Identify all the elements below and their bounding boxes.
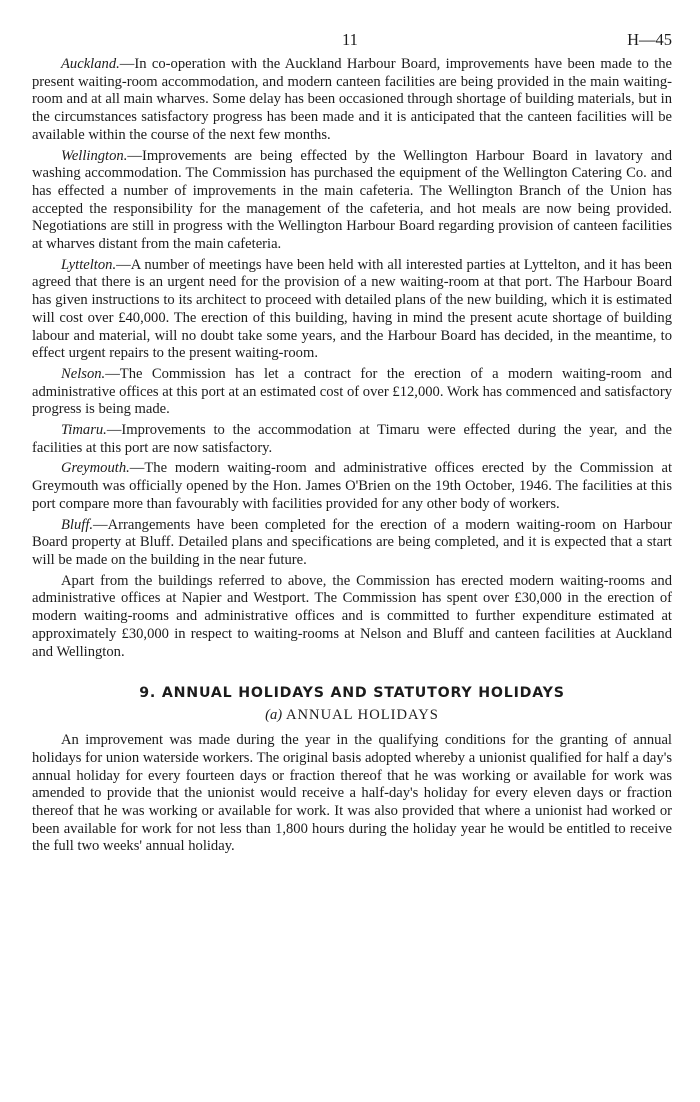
paragraph-timaru — [32, 422, 672, 457]
document-reference: H—45 — [627, 30, 672, 49]
port-name: Bluff. — [61, 516, 94, 533]
paragraph-annual-holidays — [32, 732, 672, 856]
port-name: Wellington. — [61, 147, 128, 164]
paragraph-summary — [32, 573, 672, 662]
subheading-letter: (a) — [265, 707, 283, 724]
paragraph-text: —Improvements to the accommodation at Timaru were effected during the year, and the facilities at this port are now satisfactory. — [32, 422, 672, 456]
port-name: Greymouth. — [61, 460, 130, 477]
page-header — [32, 30, 672, 56]
paragraph-text: —Arrangements have been completed for the erection of a modern waiting-room on Harbour Board property at Bluff. Detailed plans and specifications are being completed, and it is expected that a start will be made on the building in the near future. — [32, 516, 672, 568]
port-name: Lyttelton. — [61, 256, 117, 273]
subheading-text: ANNUAL HOLIDAYS — [282, 707, 439, 724]
paragraph-text: Apart from the buildings referred to above, the Commission has erected modern waiting-rooms and administrative offices at Napier and Westport. The Commission has spent over £30,000 in the erection of modern waiting-rooms and administrative offices and is committed to further expenditure estimated at approximately £30,000 in respect to waiting-rooms at Nelson and Bluff and canteen facilities at Auckland and Wellington. — [32, 572, 672, 660]
paragraph-text: —In co-operation with the Auckland Harbour Board, improvements have been made to the present waiting-room accommodation, and modern canteen facilities are being provided in the main waiting-room and at all main wharves. Some delay has been occasioned through shortage of building materials, but in the circumstances satisfactory progress has been made and it is anticipated that the canteen facilities will be available within the course of the next few months. — [32, 56, 672, 143]
paragraph-text: —The modern waiting-room and administrative offices erected by the Commission at Greymouth was officially opened by the Hon. James O'Brien on the 19th October, 1946. The facilities at this port compare more than favourably with facilities provided for any other body of workers. — [32, 460, 672, 512]
port-name: Nelson. — [61, 365, 106, 382]
paragraph-wellington — [32, 148, 672, 254]
section-subheading — [32, 707, 672, 724]
page-number: 11 — [342, 30, 358, 49]
port-name: Auckland. — [61, 56, 120, 72]
section-heading: 9. ANNUAL HOLIDAYS AND STATUTORY HOLIDAYS — [139, 685, 565, 702]
paragraph-lyttelton — [32, 257, 672, 363]
port-name: Timaru. — [61, 422, 107, 439]
paragraph-nelson — [32, 366, 672, 419]
paragraph-text: —Improvements are being effected by the Wellington Harbour Board in lavatory and washing accommodation. The Commission has purchased the equipment of the Wellington Catering Co. and has effected a number of improvements in the main cafeteria. The Wellington Branch of the Union has accepted the responsibility for the management of the cafeteria, and hot meals are now being provided. Negotiations are still in progress with the Wellington Harbour Board regarding provision of canteen facilities at wharves distant from the main cafeteria. — [32, 147, 672, 253]
paragraph-auckland — [32, 56, 672, 145]
paragraph-text: —A number of meetings have been held with all interested parties at Lyttelton, and it has been agreed that there is an urgent need for the provision of a new waiting-room at that port. The Harbour Board has given instructions to its architect to proceed with detailed plans of the new building, which it is estimated will cost over £40,000. The erection of this building, having in mind the present acute shortage of building labour and material, will no doubt take some years, and the Harbour Board has decided, in the meantime, to effect urgent repairs to the present waiting-room. — [32, 256, 672, 362]
paragraph-greymouth — [32, 460, 672, 513]
paragraph-text: —The Commission has let a contract for the erection of a modern waiting-room and administrative offices at this port at an estimated cost of over £12,000. Work has commenced and satisfactory progress is being made. — [32, 365, 672, 418]
paragraph-text: An improvement was made during the year in the qualifying conditions for the granting of annual holidays for union waterside workers. The original basis adopted whereby a unionist qualified for half a day's annual holiday for every fourteen days or fraction thereof that he was working or available for work was amended to provide that the unionist would receive a half-day's holiday for every eleven days or fraction thereof that he was working or available for work. It was also provided that where a unionist had worked or been available for work for not less than 1,800 hours during the holiday year he would be entitled to receive the full two weeks' annual holiday. — [32, 732, 672, 855]
paragraph-bluff — [32, 517, 672, 570]
document-page — [32, 30, 672, 859]
